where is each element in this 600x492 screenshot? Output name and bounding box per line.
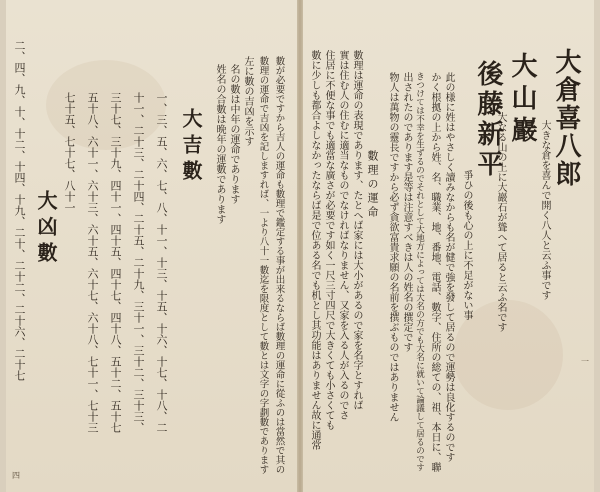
lucky-line: 一、三、五、六、七、八、十一、十三、十五、十六、十七、十八、二 xyxy=(155,92,168,433)
intro-line: 姓名の合數は晩年の運數であります xyxy=(214,64,225,224)
body-line: 出されたのであります是等は注意すべきは人の姓名の撰定です xyxy=(401,72,412,352)
intro-line: 左に數の吉凶を示す xyxy=(242,56,253,146)
name-gloss: 大なる山の上に大巖石が聳へて居ると云ふ名です xyxy=(495,112,506,332)
lucky-line: 七十五、七十七、八十一 xyxy=(63,92,76,213)
lucky-line: 三十七、三十九、四十一、四十五、四十七、四十八、五十二、五十七 xyxy=(109,92,122,433)
lucky-numbers-heading: 大吉數 xyxy=(179,108,203,186)
left-page xyxy=(6,0,297,492)
name-gloss: 大きな倉を喜んで開く八人と云ふ事です xyxy=(539,120,550,300)
section-heading: 數理の運命 xyxy=(366,150,379,220)
section-line: 住居に不便な事でも適當な廣さが必要です如く一尺三寸四尺で大きくても小さくても xyxy=(323,50,334,430)
section-line: 實は住む人の住むに適当なものでなければなりません、又家を入る人が入るのでさ xyxy=(337,50,348,420)
section-line: 數に少しも都合よしなかったならば是で位ある名でも机とし其功能はありません故に通常 xyxy=(309,50,320,450)
section-line: 數理は運命の表現であります、たとへば家には大小があるので家を名字とすれば xyxy=(351,50,362,410)
name-oyama-iwao: 大山巖 xyxy=(507,52,537,148)
body-line: 物人は萬物の靈長ですから必ず貪欲富貴求願の名前を撰ぶものではありません xyxy=(387,72,398,422)
book-spread xyxy=(6,0,594,492)
lucky-line: 十一、二十三、二十四、二十五、二十九、三十一、三十二、三十三、 xyxy=(132,92,145,433)
right-page xyxy=(303,0,594,492)
unlucky-line: 二、四、九、十、十二、十四、十九、二十、二十二、二十六、二十七 xyxy=(13,40,26,381)
unlucky-numbers-heading: 大凶數 xyxy=(34,190,58,268)
name-gloss: 爭ひの後も心の上に不足がない事 xyxy=(461,170,472,320)
body-line: 此の様に姓はやさしく讀みなからも名が健で強を發して居るので運勢は良化するのです xyxy=(443,72,454,462)
name-goto-shinpei: 後藤新平 xyxy=(473,60,503,180)
intro-line: 名の數は中年の運命であります xyxy=(228,64,239,204)
intro-line: 數理の運命で吉凶を記しますれば、一より八十一數迄を限度として數とは文字の字劃數であります xyxy=(257,56,269,474)
intro-line: 數が必要ですから吉人の運命も數理で鑑定する事が出来るならば數理の運命に從ふのは當然で其の xyxy=(273,56,285,474)
body-line: かく根拠の上から姓、名、職業、地、番地、電話、數字、住所の総ての、祖、本日に、聯 xyxy=(429,72,440,472)
page-number: 四 xyxy=(12,471,20,480)
body-line: きつけては不幸を生ずるのでそれとして大地方によっては大名の方でも大名に就いて論議して居るのです xyxy=(414,72,425,472)
name-okura-kihachiro: 大倉喜八郎 xyxy=(551,48,581,188)
page-number: 一 xyxy=(581,357,589,366)
lucky-line: 五十八、六十一、六十三、六十五、六十七、六十八、七十一、七十三 xyxy=(86,92,99,433)
